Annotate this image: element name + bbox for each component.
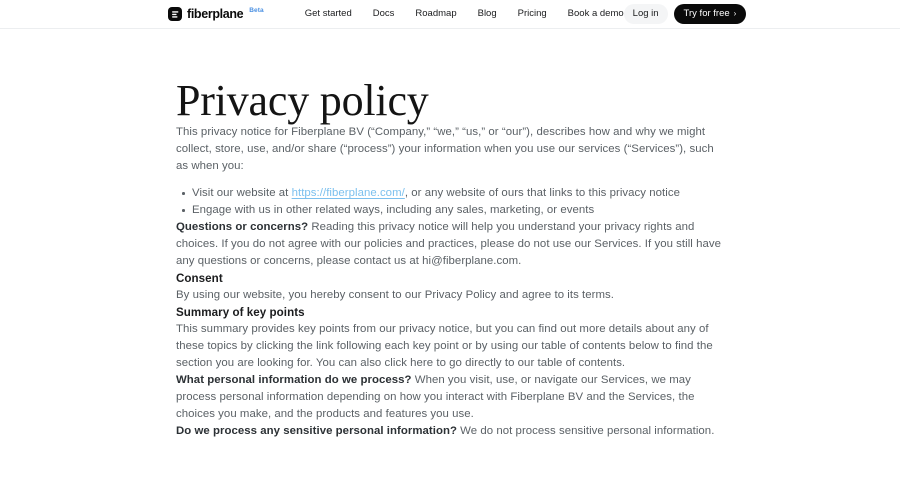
log-in-button[interactable]: Log in (624, 4, 668, 24)
site-header (0, 0, 900, 29)
what-personal-information-text: When you visit, use, or navigate our Services, we may process personal information depending on how you interact with Fiberplane BV and the Services, the choices you make, and the products and features you use. (176, 374, 695, 421)
header-inner (0, 4, 900, 24)
brand-beta-badge: Beta (249, 7, 264, 14)
list-item (192, 202, 730, 219)
intro-paragraph: This privacy notice for Fiberplane BV (“Company,” “we,” “us,” or “our”), describes how and why we might collect, store, use, and/or share (“process”) your information when you use our services (“Services”), such as when you: (176, 126, 714, 173)
nav-item-pricing[interactable]: Pricing (517, 8, 547, 20)
fiberplane-website-link[interactable]: https://fiberplane.com/ (291, 187, 405, 200)
sensitive-information-lead: Do we process any sensitive personal information? (176, 425, 457, 438)
sensitive-information-paragraph (176, 423, 728, 440)
nav-item-get-started[interactable]: Get started (304, 8, 352, 20)
nav-item-book-a-demo[interactable]: Book a demo (567, 8, 624, 20)
summary-paragraph: This summary provides key points from our privacy notice, but you can find out more details about any of these topics by clicking the link following each key point or by using our table of contents below to find the section you are looking for. You can also click here to go directly to our table of contents. (176, 323, 713, 370)
bullet-text-before: Engage with us in other related ways, including any sales, marketing, or events (192, 204, 595, 217)
header-actions (624, 4, 747, 24)
sensitive-information-text: We do not process sensitive personal information. (456, 425, 715, 438)
brand-logo-link[interactable] (168, 7, 264, 21)
list-item (192, 185, 730, 202)
nav-item-roadmap[interactable]: Roadmap (415, 8, 457, 20)
nav-item-docs[interactable]: Docs (372, 8, 395, 20)
consent-heading: Consent (176, 272, 223, 286)
what-personal-information-lead: What personal information do we process? (176, 374, 412, 387)
questions-text: Reading this privacy notice will help you understand your privacy rights and choices. If you do not agree with our policies and practices, please do not use our Services. If you still have any questions or concerns, please contact us at hi@fiberplane.com. (176, 221, 722, 268)
brand-name: fiberplane (187, 6, 244, 21)
page-content (0, 29, 900, 440)
what-personal-information-paragraph (176, 372, 728, 423)
summary-of-key-points-heading: Summary of key points (176, 306, 305, 320)
questions-or-concerns-paragraph (176, 219, 721, 270)
try-for-free-label: Try for free (683, 8, 730, 20)
chevron-right-icon: › (733, 9, 737, 18)
consent-paragraph: By using our website, you hereby consent to our Privacy Policy and agree to its terms. (176, 289, 614, 302)
page-title: Privacy policy (176, 76, 429, 125)
bullet-text-after: , or any website of ours that links to this privacy notice (404, 187, 680, 200)
fiberplane-logo-icon (168, 7, 182, 21)
try-for-free-button[interactable] (674, 4, 747, 24)
bullet-text-before: Visit our website at (192, 187, 292, 200)
nav-item-blog[interactable]: Blog (477, 8, 497, 20)
intro-bullet-list (176, 185, 730, 219)
questions-lead: Questions or concerns? (176, 221, 309, 234)
main-nav (305, 9, 624, 19)
